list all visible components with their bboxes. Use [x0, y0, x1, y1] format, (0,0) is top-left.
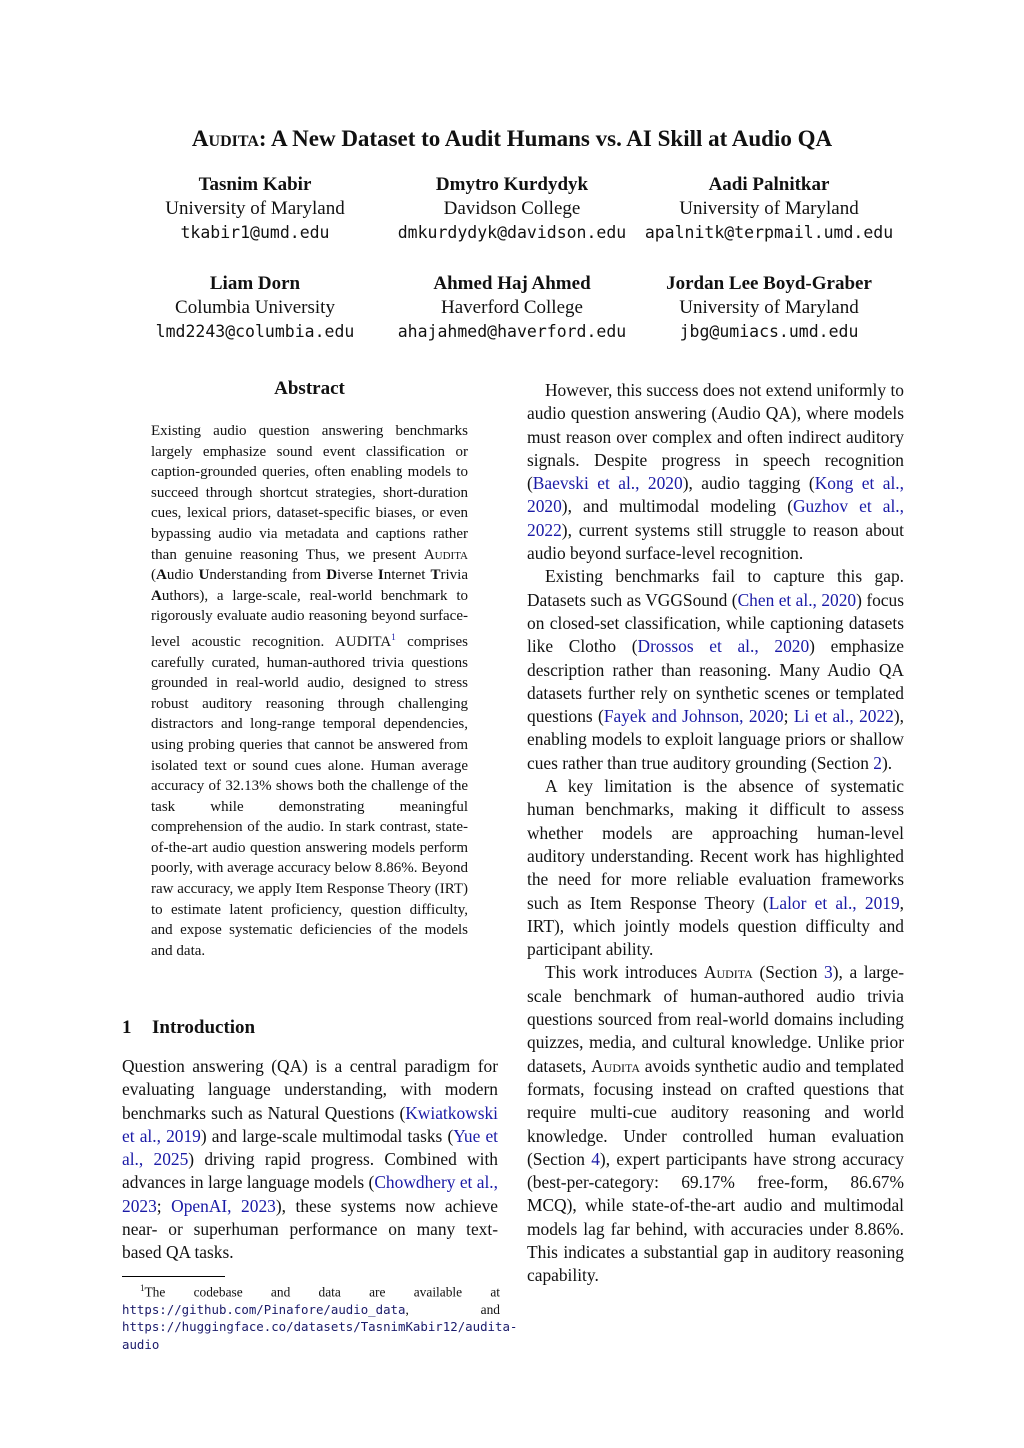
text-run: A: [156, 567, 167, 584]
text-run: ;: [156, 1195, 172, 1216]
text-run: Audita: [423, 546, 468, 563]
github-link[interactable]: https://github.com/Pinafore/audio_data: [122, 1301, 406, 1317]
text-run: ), expert participants have strong accuracy (best-per-category: 69.17% free-form, 86.67% MCQ), while state-of-the-art audio and multimodal models lag far behind, with accuracies under 8.86%. This indicates a substantial gap in auditory reasoning capability.: [527, 1148, 904, 1286]
author-4: Liam Dorn Columbia University lmd2243@columbia.edu: [155, 273, 355, 341]
text-run: A: [151, 587, 162, 604]
paragraph: [527, 379, 904, 565]
author-6: Jordan Lee Boyd-Graber University of Maryland jbg@umiacs.umd.edu: [666, 273, 872, 341]
huggingface-link[interactable]: https://huggingface.co/datasets/TasnimKabir12/audita-audio: [122, 1319, 518, 1352]
text-run: Existing audio question answering benchmarks largely emphasize sound event classification or caption-grounded queries, often enabling models to succeed through shortcut strategies, short-duration cues, lexical priors, dataset-specific biases, or even bypassing audio via metadata and captions rather than genuine reasoning Thus, we present: [151, 423, 468, 563]
text-run: ;: [783, 706, 794, 727]
footnote-marker[interactable]: 1: [391, 631, 396, 642]
text-run: This work introduces: [545, 962, 704, 983]
text-run: avoids synthetic audio and templated formats, focusing instead on crafted questions that require multi-cue auditory reasoning and world knowledge. Under controlled human evaluation (Section: [527, 1055, 904, 1169]
abstract-text: [151, 421, 468, 961]
author-1: Tasnim Kabir University of Maryland tkabir1@umd.edu: [165, 174, 345, 242]
section-heading-introduction: 1 Introduction: [122, 1017, 256, 1038]
text-run: ), enabling models to exploit language priors or shallow cues rather than true auditory grounding (Section: [527, 706, 905, 773]
text-run: iverse: [337, 567, 378, 584]
citation-link[interactable]: 2: [873, 752, 882, 773]
citation-link[interactable]: Yue et al., 2025: [122, 1125, 498, 1170]
text-run: , IRT), which jointly models question difficulty and participant ability.: [527, 892, 905, 960]
citation-link[interactable]: Guzhov et al., 2022: [527, 496, 904, 540]
paragraph: [527, 565, 904, 775]
left-column-body: [122, 1055, 498, 1265]
citation-link[interactable]: Kwiatkowski et al., 2019: [122, 1102, 498, 1146]
text-run: ), a large-scale benchmark of human-authored audio trivia questions sourced from real-world domains including quizzes, media, and cultural knowledge. Unlike prior datasets,: [527, 962, 904, 1076]
text-run: comprises carefully curated, human-authored trivia questions grounded in real-world audio, designed to stress robust auditory reasoning through challenging distractors and long-range temporal dependencies, using probing queries that cannot be answered from isolated text or sound cues alone. Human average accuracy of 32.13% shows both the challenge of the task while demonstrating meaningful comprehension of the audio. In stark contrast, state-of-the-art audio question answering models perform poorly, with average accuracy below 8.86%. Beyond raw accuracy, we apply Item Response Theory (IRT) to estimate latent proficiency, question difficulty, and expose systematic deficiencies of the models and data.: [151, 633, 468, 959]
text-run: ), audio tagging (: [682, 473, 815, 494]
citation-link[interactable]: Kong et al., 2020: [527, 473, 904, 517]
text-run: ) focus on closed-set classification, while captioning datasets like Clotho (: [527, 589, 904, 657]
right-column-body: [527, 379, 904, 1288]
citation-link[interactable]: 4: [591, 1148, 600, 1169]
text-run: D: [326, 567, 338, 584]
text-run: Audita: [591, 1055, 641, 1076]
paragraph: [527, 775, 904, 961]
footnote-rule: [122, 1276, 225, 1277]
text-run: ) driving rapid progress. Combined with advances in large language models (: [122, 1149, 498, 1193]
paper-title: Audita: A New Dataset to Audit Humans vs. AI Skill at Audio QA: [191, 126, 833, 151]
text-run: uthors), a large-scale, real-world benchmark to rigorously evaluate audio reasoning beyond surface-level acoustic recognition. AUDITA: [151, 587, 468, 650]
author-5: Ahmed Haj Ahmed Haverford College ahajahmed@haverford.edu: [397, 273, 627, 341]
citation-link[interactable]: Li et al., 2022: [793, 706, 894, 727]
abstract-heading: Abstract: [274, 378, 345, 399]
citation-link[interactable]: Baevski et al., 2020: [532, 473, 683, 494]
text-run: (Section: [752, 962, 824, 983]
text-run: Existing benchmarks fail to capture this gap. Datasets such as VGGSound (: [527, 566, 904, 610]
text-run: I: [377, 567, 384, 584]
text-run: A key limitation is the absence of systematic human benchmarks, making it difficult to assess whether models are approaching human-level auditory understanding. Recent work has highlighted the need for more reliable evaluation frameworks such as Item Response Theory (: [527, 776, 904, 913]
text-run: (: [151, 567, 156, 584]
citation-link[interactable]: Chen et al., 2020: [737, 589, 857, 610]
citation-link[interactable]: 3: [824, 962, 833, 983]
text-run: rivia: [440, 567, 468, 584]
text-run: Audita: [703, 962, 753, 983]
text-run: T: [430, 567, 441, 584]
citation-link[interactable]: Drossos et al., 2020: [637, 636, 810, 657]
text-run: ), current systems still struggle to reason about audio beyond surface-level recognition.: [527, 519, 904, 564]
paragraph: [527, 961, 904, 1287]
text-run: nternet: [383, 567, 431, 584]
text-run: nderstanding from: [209, 567, 327, 584]
citation-link[interactable]: Chowdhery et al., 2023: [122, 1172, 499, 1216]
text-run: ), and multimodal modeling (: [561, 496, 793, 517]
paragraph: [122, 1055, 498, 1265]
text-run: ) and large-scale multimodal tasks (: [200, 1125, 454, 1146]
text-run: U: [198, 567, 210, 584]
text-run: However, this success does not extend uniformly to audio question answering (Audio QA), where models must reason over complex and often indirect auditory signals. Despite progress in speech recognition (: [527, 380, 904, 494]
text-run: ), these systems now achieve near- or superhuman performance on many text-based QA tasks.: [122, 1195, 498, 1263]
text-run: ) emphasize description rather than reasoning. Many Audio QA datasets further rely on synthetic scenes or templated questions (: [527, 636, 904, 727]
text-run: ).: [881, 752, 893, 773]
text-run: Question answering (QA) is a central paradigm for evaluating language understanding, with modern benchmarks such as Natural Questions (: [122, 1056, 498, 1123]
citation-link[interactable]: Lalor et al., 2019: [768, 892, 900, 913]
text-run: udio: [166, 567, 199, 584]
footnote: $^1$The codebase and data are available at https://github.com/Pinafore/audio_data, and https://huggingface.co/datasets/TasnimKabir12/audita-audio: [122, 1283, 518, 1352]
citation-link[interactable]: OpenAI, 2023: [171, 1195, 276, 1216]
citation-link[interactable]: Fayek and Johnson, 2020: [603, 706, 784, 727]
author-2: Dmytro Kurdydyk Davidson College dmkurdydyk@davidson.edu: [397, 174, 627, 242]
author-3: Aadi Palnitkar University of Maryland apalnitk@terpmail.umd.edu: [644, 174, 894, 242]
